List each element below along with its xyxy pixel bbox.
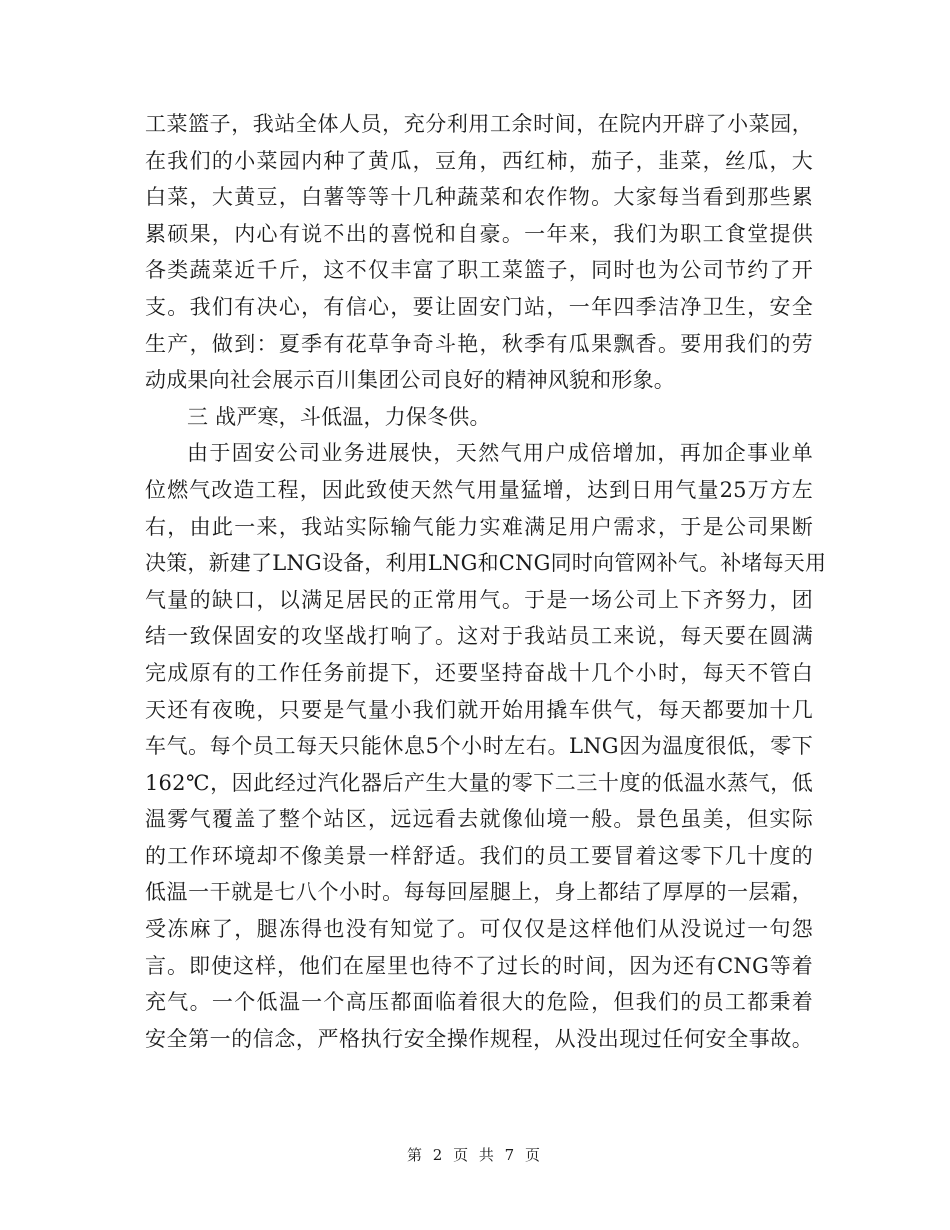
text-line: 结一致保固安的攻坚战打响了。这对于我站员工来说，每天要在圆满	[145, 624, 813, 649]
text-line: 由于固安公司业务进展快，天然气用户成倍增加，再加企事业单	[187, 441, 813, 466]
text-line: 支。我们有决心，有信心，要让固安门站，一年四季洁净卫生，安全	[145, 294, 813, 319]
text-line: 天还有夜晚，只要是气量小我们就开始用撬车供气，每天都要加十几	[145, 697, 813, 722]
text-line: 162℃，因此经过汽化器后产生大量的零下二三十度的低温水蒸气，低	[145, 770, 813, 795]
text-line: 充气。一个低温一个高压都面临着很大的危险，但我们的员工都秉着	[145, 990, 813, 1015]
text-line: 车气。每个员工每天只能休息5个小时左右。LNG因为温度很低，零下	[145, 734, 813, 759]
text-line: 工菜篮子，我站全体人员，充分利用工余时间，在院内开辟了小菜园，	[145, 112, 813, 136]
text-line: 三 战严寒，斗低温，力保冬供。	[187, 404, 491, 429]
text-line: 低温一干就是七八个小时。每每回屋腿上，身上都结了厚厚的一层霜，	[145, 880, 813, 905]
document-body	[145, 106, 827, 1057]
text-line: 温雾气覆盖了整个站区，远远看去就像仙境一般。景色虽美，但实际	[145, 807, 813, 832]
page-footer: 第 2 页 共 7 页	[407, 1146, 543, 1164]
text-line: 位燃气改造工程，因此致使天然气用量猛增，达到日用气量25万方左	[145, 477, 813, 502]
text-line: 生产，做到：夏季有花草争奇斗艳，秋季有瓜果飘香。要用我们的劳	[145, 331, 813, 356]
text-line: 累硕果，内心有说不出的喜悦和自豪。一年来，我们为职工食堂提供	[145, 221, 813, 246]
text-line: 受冻麻了，腿冻得也没有知觉了。可仅仅是这样他们从没说过一句怨	[145, 917, 813, 942]
text-line: 右，由此一来，我站实际输气能力实难满足用户需求，于是公司果断	[145, 514, 813, 539]
text-line: 气量的缺口，以满足居民的正常用气。于是一场公司上下齐努力，团	[145, 587, 813, 612]
text-line: 动成果向社会展示百川集团公司良好的精神风貌和形象。	[145, 368, 675, 393]
text-line: 完成原有的工作任务前提下，还要坚持奋战十几个小时，每天不管白	[145, 660, 813, 685]
text-line: 的工作环境却不像美景一样舒适。我们的员工要冒着这零下几十度的	[145, 843, 813, 868]
text-line: 在我们的小菜园内种了黄瓜，豆角，西红柿，茄子，韭菜，丝瓜，大	[145, 148, 813, 173]
text-line: 言。即使这样，他们在屋里也待不了过长的时间，因为还有CNG等着	[145, 953, 813, 978]
text-line: 决策，新建了LNG设备，利用LNG和CNG同时向管网补气。补堵每天用	[145, 551, 827, 576]
text-line: 白菜，大黄豆，白薯等等十几种蔬菜和农作物。大家每当看到那些累	[145, 185, 813, 210]
text-line: 安全第一的信念，严格执行安全操作规程，从没出现过任何安全事故。	[145, 1026, 813, 1051]
text-line: 各类蔬菜近千斤，这不仅丰富了职工菜篮子，同时也为公司节约了开	[145, 258, 813, 283]
